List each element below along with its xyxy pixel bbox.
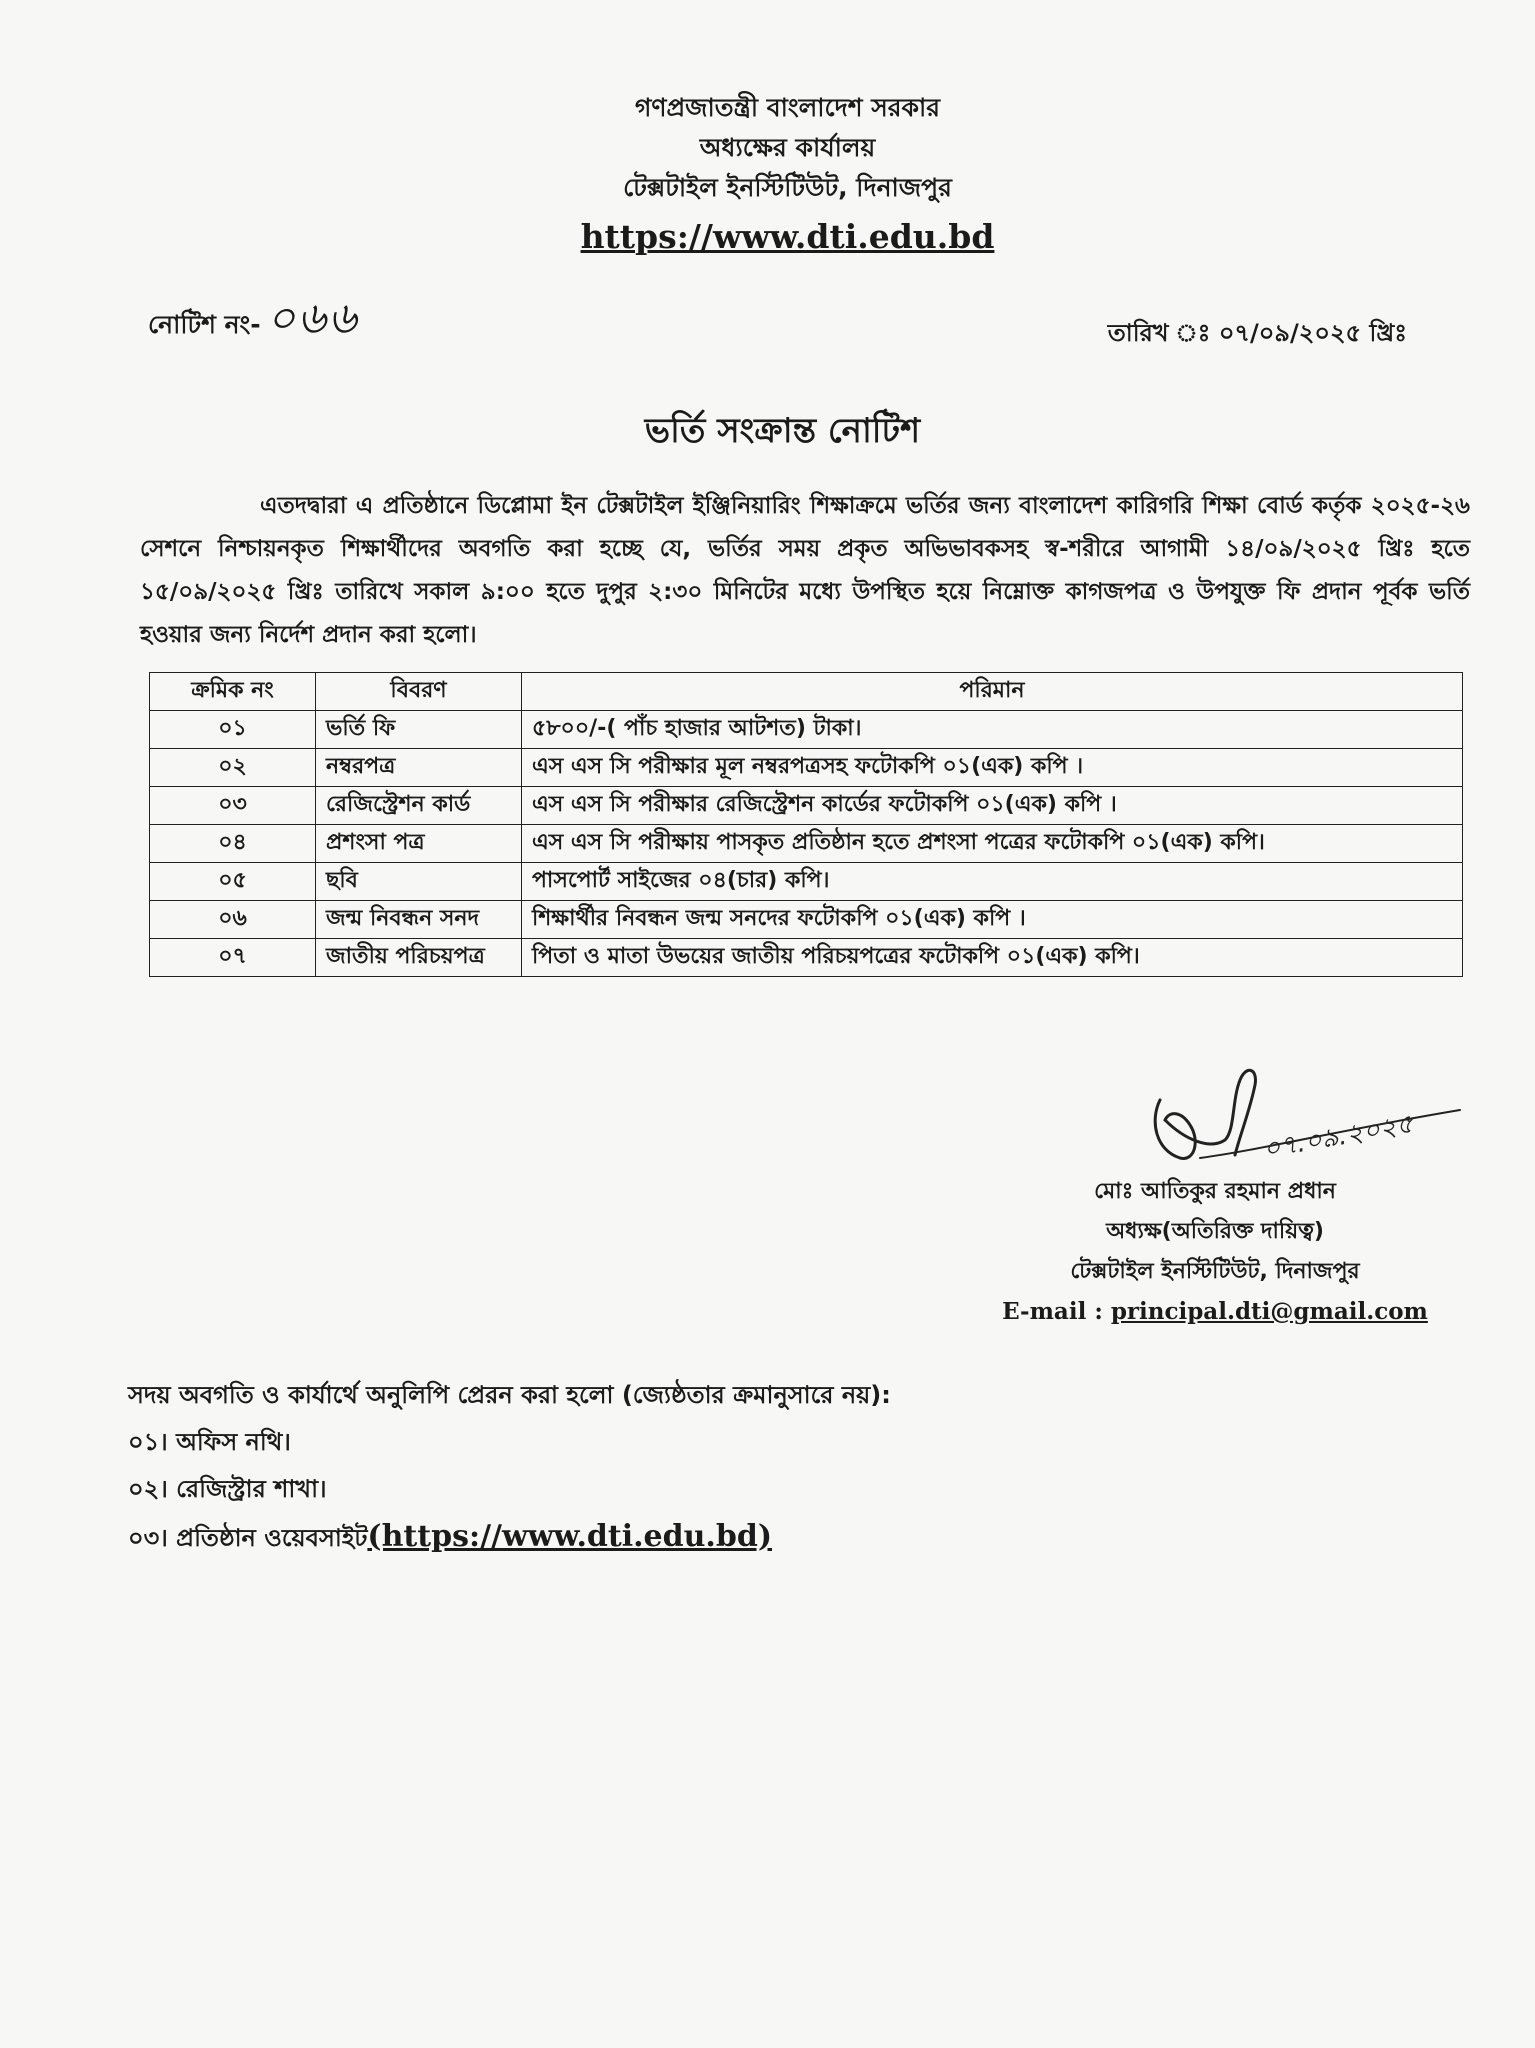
table-row bbox=[150, 863, 1463, 901]
cell-description: জাতীয় পরিচয়পত্র bbox=[316, 939, 522, 977]
cell-description: ভর্তি ফি bbox=[316, 711, 522, 749]
list-item bbox=[128, 1513, 891, 1562]
website-link[interactable]: https://www.dti.edu.bd bbox=[580, 217, 995, 256]
signatory-name: মোঃ আতিকুর রহমান প্রধান bbox=[1094, 1179, 1336, 1204]
cell-serial: ০৪ bbox=[150, 825, 316, 863]
notice-number bbox=[148, 285, 358, 358]
email-label: E-mail : bbox=[1002, 1298, 1111, 1325]
copy-item-text: প্রতিষ্ঠান ওয়েবসাইট bbox=[176, 1524, 368, 1552]
copy-intro: সদয় অবগতি ও কার্যার্থে অনুলিপি প্রেরন করা হলো (জ্যেষ্ঠতার ক্রমানুসারে নয়): bbox=[128, 1381, 891, 1409]
cell-amount: এস এস সি পরীক্ষার রেজিস্ট্রেশন কার্ডের ফটোকপি ০১(এক) কপি । bbox=[522, 787, 1463, 825]
notice-number-value: ০৬৬ bbox=[266, 293, 359, 344]
cell-description: ছবি bbox=[316, 863, 522, 901]
office-name: অধ্যক্ষের কার্যালয় bbox=[699, 133, 876, 162]
table-row bbox=[150, 749, 1463, 787]
cell-serial: ০৩ bbox=[150, 787, 316, 825]
cell-amount: পিতা ও মাতা উভয়ের জাতীয় পরিচয়পত্রের ফটোকপি ০১(এক) কপি। bbox=[522, 939, 1463, 977]
column-header-serial: ক্রমিক নং bbox=[150, 673, 316, 711]
notice-number-label: নোটিশ নং- bbox=[148, 310, 261, 339]
signature-scribble-icon bbox=[1140, 1040, 1480, 1180]
list-item bbox=[128, 1419, 891, 1466]
list-item bbox=[128, 1466, 891, 1513]
cell-serial: ০১ bbox=[150, 711, 316, 749]
table-row bbox=[150, 787, 1463, 825]
handwritten-signature bbox=[1140, 1040, 1480, 1180]
institute-name: টেক্সটাইল ইনস্টিটিউট, দিনাজপুর bbox=[623, 173, 952, 202]
signatory-institute: টেক্সটাইল ইনস্টিটিউট, দিনাজপুর bbox=[1070, 1259, 1360, 1284]
copy-distribution bbox=[128, 1372, 891, 1562]
notice-title: ভর্তি সংক্রান্ত নোটিশ bbox=[644, 411, 921, 451]
copy-item-text: রেজিস্ট্রার শাখা। bbox=[176, 1475, 327, 1503]
table-row bbox=[150, 825, 1463, 863]
signature-date: ০৭.০৯.২০২৫ bbox=[1261, 1109, 1416, 1165]
email-address-link[interactable]: principal.dti@gmail.com bbox=[1110, 1298, 1428, 1325]
signatory-block bbox=[980, 1172, 1450, 1332]
cell-description: রেজিস্ট্রেশন কার্ড bbox=[316, 787, 522, 825]
signatory-designation: অধ্যক্ষ(অতিরিক্ত দায়িত্ব) bbox=[1106, 1219, 1324, 1244]
cell-description: নম্বরপত্র bbox=[316, 749, 522, 787]
notice-date: তারিখ ঃ ০৭/০৯/২০২৫ খ্রিঃ bbox=[1107, 319, 1407, 347]
copy-item-number: ০২। bbox=[128, 1475, 168, 1503]
signatory-email bbox=[980, 1292, 1450, 1332]
table-row bbox=[150, 711, 1463, 749]
cell-serial: ০২ bbox=[150, 749, 316, 787]
copy-item-number: ০৩। bbox=[128, 1524, 168, 1552]
website-link-footer[interactable]: (https://www.dti.edu.bd) bbox=[367, 1519, 773, 1554]
cell-serial: ০৭ bbox=[150, 939, 316, 977]
column-header-amount: পরিমান bbox=[522, 673, 1463, 711]
table-header-row bbox=[150, 673, 1463, 711]
table-row bbox=[150, 901, 1463, 939]
government-name: গণপ্রজাতন্ত্রী বাংলাদেশ সরকার bbox=[635, 93, 940, 122]
table-row bbox=[150, 939, 1463, 977]
cell-amount: শিক্ষার্থীর নিবন্ধন জন্ম সনদের ফটোকপি ০১(এক) কপি । bbox=[522, 901, 1463, 939]
cell-serial: ০৬ bbox=[150, 901, 316, 939]
cell-amount: পাসপোর্ট সাইজের ০৪(চার) কপি। bbox=[522, 863, 1463, 901]
cell-serial: ০৫ bbox=[150, 863, 316, 901]
cell-description: প্রশংসা পত্র bbox=[316, 825, 522, 863]
copy-item-number: ০১। bbox=[128, 1428, 168, 1456]
cell-amount: ৫৮০০/-( পাঁচ হাজার আটশত) টাকা। bbox=[522, 711, 1463, 749]
cell-description: জন্ম নিবন্ধন সনদ bbox=[316, 901, 522, 939]
column-header-description: বিবরণ bbox=[316, 673, 522, 711]
copy-item-text: অফিস নথি। bbox=[176, 1428, 291, 1456]
notice-body bbox=[140, 485, 1470, 657]
letterhead bbox=[0, 88, 1535, 262]
notice-body-text: এতদদ্বারা এ প্রতিষ্ঠানে ডিপ্লোমা ইন টেক্সটাইল ইঞ্জিনিয়ারিং শিক্ষাক্রমে ভর্তির জন্য বাংলাদেশ কারিগরি শিক্ষা বোর্ড কর্তৃক ২০২৫-২৬ সেশনে নিশ্চায়নকৃত শিক্ষার্থীদের অবগতি করা হচ্ছে যে, ভর্তির সময় প্রকৃত অভিভাবকসহ স্ব-শরীরে আগামী ১৪/০৯/২০২৫ খ্রিঃ হতে ১৫/০৯/২০২৫ খ্রিঃ তারিখে সকাল ৯:০০ হতে দুপুর ২:৩০ মিনিটের মধ্যে উপস্থিত হয়ে নিম্নোক্ত কাগজপত্র ও উপযুক্ত ফি প্রদান পূর্বক ভর্তি হওয়ার জন্য নির্দেশ প্রদান করা হলো। bbox=[140, 493, 1470, 648]
cell-amount: এস এস সি পরীক্ষার মূল নম্বরপত্রসহ ফটোকপি ০১(এক) কপি । bbox=[522, 749, 1463, 787]
requirements-table bbox=[149, 672, 1463, 977]
cell-amount: এস এস সি পরীক্ষায় পাসকৃত প্রতিষ্ঠান হতে প্রশংসা পত্রের ফটোকপি ০১(এক) কপি। bbox=[522, 825, 1463, 863]
